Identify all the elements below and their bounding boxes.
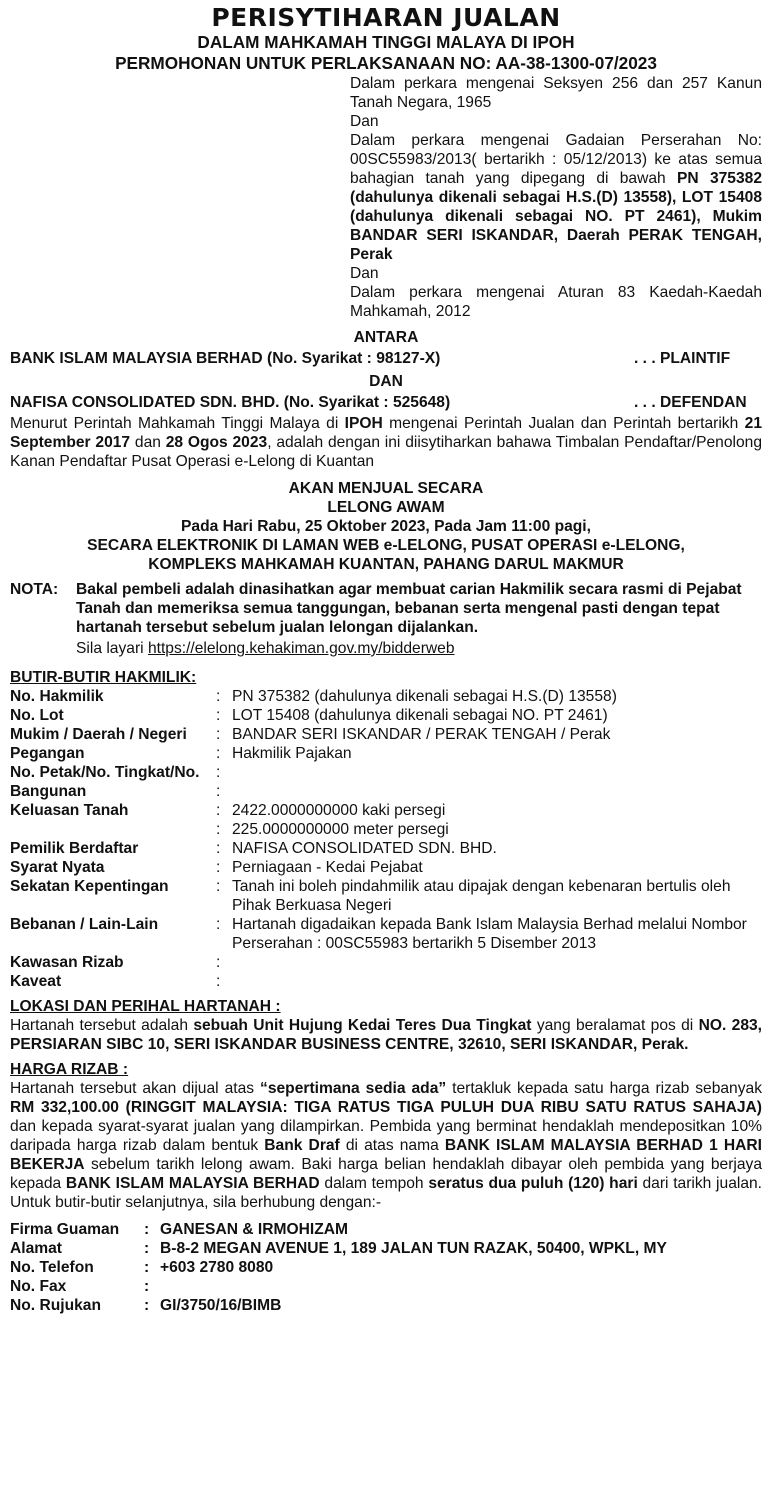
plaintiff-name: BANK ISLAM MALAYSIA BERHAD (No. Syarikat : 98127-X) xyxy=(10,350,441,367)
title-detail-colon: : xyxy=(216,821,221,838)
firm-detail-value: +603 2780 8080 xyxy=(160,1259,274,1276)
title-detail-label: Keluasan Tanah xyxy=(10,802,129,819)
reserve-bank: BANK ISLAM MALAYSIA BERHAD xyxy=(65,1175,320,1192)
dan-label: DAN xyxy=(369,373,403,390)
reserve-as-is: “sepertimana sedia ada” xyxy=(260,1080,447,1097)
page-title: PERISYTIHARAN JUALAN xyxy=(211,3,561,32)
title-detail-row xyxy=(10,839,762,858)
matter-dan-2: Dan xyxy=(350,265,379,282)
title-detail-row xyxy=(10,763,762,782)
law-firm-block xyxy=(10,1220,762,1315)
title-detail-colon: : xyxy=(216,783,221,800)
reserve-price: RM 332,100.00 (RINGGIT MALAYSIA: TIGA RATUS TIGA PULUH DUA RIBU SATU RATUS SAHAJA) xyxy=(10,1099,762,1116)
reserve-text-2: tertakluk kepada satu harga rizab sebanyak xyxy=(446,1080,762,1097)
title-detail-row xyxy=(10,706,762,725)
reserve-paragraph xyxy=(10,1079,762,1212)
firm-detail-label: No. Telefon xyxy=(10,1259,94,1276)
order-text-3: dan xyxy=(130,434,166,451)
title-detail-value: LOT 15408 (dahulunya dikenali sebagai NO. PT 2461) xyxy=(232,707,608,724)
reserve-text-3: dan kepada syarat-syarat jualan yang dilampirkan. Pembida yang berminat hendaklah mendepositkan 10% daripada harga rizab dalam bentuk xyxy=(10,1118,762,1154)
title-detail-label: Pemilik Berdaftar xyxy=(10,840,139,857)
title-detail-label: No. Lot xyxy=(10,707,64,724)
title-detail-row xyxy=(10,801,762,820)
firm-detail-colon: : xyxy=(144,1278,150,1295)
firm-detail-colon: : xyxy=(144,1297,150,1314)
title-detail-label: No. Hakmilik xyxy=(10,688,104,705)
title-detail-value: Hakmilik Pajakan xyxy=(232,745,352,762)
plaintiff-row xyxy=(10,349,762,368)
reserve-text-1: Hartanah tersebut akan dijual atas xyxy=(10,1080,261,1097)
reserve-text-6: dalam tempoh xyxy=(319,1175,429,1192)
plaintiff-role: . . . PLAINTIF xyxy=(634,350,731,367)
order-text-2: mengenai Perintah Jualan dan Perintah bertarikh xyxy=(382,415,745,432)
firm-detail-value xyxy=(160,1277,762,1296)
title-details-table xyxy=(10,687,762,991)
title-detail-value: 225.0000000000 meter persegi xyxy=(232,821,449,838)
location-text-1: Hartanah tersebut adalah xyxy=(10,1017,194,1034)
reserve-payee: BANK ISLAM MALAYSIA BERHAD 1 HARI BEKERJA xyxy=(10,1137,762,1173)
matter-dan-1: Dan xyxy=(350,113,379,130)
location-text-2: yang beralamat pos di xyxy=(531,1017,699,1034)
application-number: PERMOHONAN UNTUK PERLAKSANAAN NO: AA-38-1300-07/2023 xyxy=(115,53,657,73)
title-detail-value: Tanah ini boleh pindahmilik atau dipajak dengan kebenaran bertulis oleh Pihak Berkuasa Negeri xyxy=(232,878,731,914)
title-detail-row xyxy=(10,858,762,877)
title-detail-colon: : xyxy=(216,916,221,933)
matters-block xyxy=(350,74,762,321)
defendant-role: . . . DEFENDAN xyxy=(634,394,747,411)
visit-line xyxy=(76,639,762,658)
firm-detail-colon: : xyxy=(144,1221,150,1238)
defendant-row xyxy=(10,393,762,412)
title-detail-row xyxy=(10,725,762,744)
title-detail-value: BANDAR SERI ISKANDAR / PERAK TENGAH / Perak xyxy=(232,726,611,743)
antara-label: ANTARA xyxy=(353,329,419,346)
nota-block xyxy=(10,580,762,637)
firm-detail-value: GANESAN & IRMOHIZAM xyxy=(160,1221,348,1238)
title-detail-value xyxy=(232,763,762,782)
title-detail-row xyxy=(10,877,762,915)
order-text-1: Menurut Perintah Mahkamah Tinggi Malaya di xyxy=(10,415,345,432)
property-address: NO. 283, PERSIARAN SIBC 10, SERI ISKANDAR BUSINESS CENTRE, 32610, SERI ISKANDAR, Perak. xyxy=(10,1017,763,1053)
title-detail-value: 2422.0000000000 kaki persegi xyxy=(232,802,446,819)
title-detail-label: Sekatan Kepentingan xyxy=(10,878,169,895)
title-detail-value xyxy=(232,782,762,801)
order-text-4: , adalah dengan ini diisytiharkan bahawa Timbalan Pendaftar/Penolong Kanan Pendaftar Pusat Operasi e-Lelong di Kuantan xyxy=(10,434,763,470)
title-detail-colon: : xyxy=(216,802,221,819)
firm-detail-row xyxy=(10,1277,762,1296)
title-detail-row xyxy=(10,915,762,953)
title-detail-colon: : xyxy=(216,840,221,857)
title-detail-label: Mukim / Daerah / Negeri xyxy=(10,726,187,743)
title-detail-label: Bangunan xyxy=(10,783,87,800)
defendant-name: NAFISA CONSOLIDATED SDN. BHD. (No. Syarikat : 525648) xyxy=(10,394,451,411)
auction-date: Pada Hari Rabu, 25 Oktober 2023, Pada Jam 11:00 pagi, xyxy=(181,518,591,535)
location-heading: LOKASI DAN PERIHAL HARTANAH : xyxy=(10,998,281,1015)
auction-block xyxy=(10,479,762,574)
firm-detail-row xyxy=(10,1258,762,1277)
nota-text: Bakal pembeli adalah dinasihatkan agar membuat carian Hakmilik secara rasmi di Pejabat Tanah dan memeriksa semua tanggungan, bebanan serta mengenal pasti dengan tepat hartanah tersebut sebelum jualan lelongan dijalankan. xyxy=(76,581,742,636)
title-detail-value xyxy=(232,953,762,972)
firm-detail-value: B-8-2 MEGAN AVENUE 1, 189 JALAN TUN RAZAK, 50400, WPKL, MY xyxy=(160,1240,667,1257)
nota-label: NOTA: xyxy=(10,581,59,598)
reserve-text-4: di atas nama xyxy=(339,1137,445,1154)
title-detail-row xyxy=(10,953,762,972)
auction-line-2: LELONG AWAM xyxy=(327,499,445,516)
reserve-text-7: dari tarikh jualan. Untuk butir-butir selanjutnya, sila berhubung dengan:- xyxy=(10,1175,763,1211)
title-detail-row xyxy=(10,820,762,839)
reserve-heading: HARGA RIZAB : xyxy=(10,1061,129,1078)
order-court-location: IPOH xyxy=(344,415,383,432)
firm-detail-colon: : xyxy=(144,1259,150,1276)
title-detail-colon: : xyxy=(216,764,221,781)
title-detail-colon: : xyxy=(216,707,221,724)
reserve-bank-draft: Bank Draf xyxy=(264,1137,340,1154)
title-detail-label xyxy=(10,820,216,839)
title-detail-row xyxy=(10,744,762,763)
title-detail-colon: : xyxy=(216,859,221,876)
property-type: sebuah Unit Hujung Kedai Teres Dua Tingkat xyxy=(193,1017,532,1034)
matter-2 xyxy=(350,131,762,264)
bidder-web-link[interactable]: https://elelong.kehakiman.gov.my/bidderweb xyxy=(147,640,455,657)
firm-detail-row xyxy=(10,1220,762,1239)
firm-detail-label: Alamat xyxy=(10,1240,62,1257)
matter-2-property: PN 375382 (dahulunya dikenali sebagai H.S.(D) 13558), LOT 15408 (dahulunya dikenali sebagai NO. PT 2461), Mukim BANDAR SERI ISKANDAR, Daerah PERAK TENGAH, Perak xyxy=(350,170,763,263)
auction-venue-1: SECARA ELEKTRONIK DI LAMAN WEB e-LELONG, PUSAT OPERASI e-LELONG, xyxy=(87,537,685,554)
title-detail-value: PN 375382 (dahulunya dikenali sebagai H.S.(D) 13558) xyxy=(232,688,617,705)
title-detail-colon: : xyxy=(216,726,221,743)
court-name: DALAM MAHKAMAH TINGGI MALAYA DI IPOH xyxy=(197,32,575,52)
visit-text: Sila layari xyxy=(76,640,148,657)
title-detail-value xyxy=(232,972,762,991)
title-detail-row xyxy=(10,972,762,991)
reserve-text-5: sebelum tarikh lelong awam. Baki harga belian hendaklah dibayar oleh pembida yang berjaya kepada xyxy=(10,1156,762,1192)
matter-2-text: Dalam perkara mengenai Gadaian Perserahan No: 00SC55983/2013( bertarikh : 05/12/2013) ke atas semua bahagian tanah yang dipegang di bawah xyxy=(350,132,762,187)
title-detail-label: Kaveat xyxy=(10,973,62,990)
auction-line-1: AKAN MENJUAL SECARA xyxy=(288,480,484,497)
title-detail-colon: : xyxy=(216,688,221,705)
location-paragraph xyxy=(10,1016,762,1054)
order-paragraph xyxy=(10,414,762,471)
title-detail-label: No. Petak/No. Tingkat/No. xyxy=(10,764,200,781)
firm-detail-row xyxy=(10,1239,762,1258)
firm-detail-value: GI/3750/16/BIMB xyxy=(160,1297,282,1314)
firm-detail-row xyxy=(10,1296,762,1315)
sale-proclamation xyxy=(10,0,762,1315)
title-detail-value: Hartanah digadaikan kepada Bank Islam Malaysia Berhad melalui Nombor Perserahan : 00SC55983 bertarikh 5 Disember 2013 xyxy=(232,916,747,952)
firm-detail-colon: : xyxy=(144,1240,150,1257)
matter-1: Dalam perkara mengenai Seksyen 256 dan 257 Kanun Tanah Negara, 1965 xyxy=(350,75,762,111)
order-date-1: 21 September 2017 xyxy=(10,415,763,451)
title-detail-colon: : xyxy=(216,745,221,762)
title-detail-colon: : xyxy=(216,878,221,895)
title-detail-label: Bebanan / Lain-Lain xyxy=(10,916,159,933)
title-detail-row xyxy=(10,782,762,801)
title-detail-label: Kawasan Rizab xyxy=(10,954,124,971)
reserve-period: seratus dua puluh (120) hari xyxy=(428,1175,638,1192)
title-detail-label: Syarat Nyata xyxy=(10,859,105,876)
order-date-2: 28 Ogos 2023 xyxy=(165,434,268,451)
title-detail-colon: : xyxy=(216,954,221,971)
title-detail-colon: : xyxy=(216,973,221,990)
title-detail-row xyxy=(10,687,762,706)
title-detail-label: Pegangan xyxy=(10,745,85,762)
title-detail-value: Perniagaan - Kedai Pejabat xyxy=(232,859,423,876)
firm-detail-label: Firma Guaman xyxy=(10,1221,120,1238)
auction-venue-2: KOMPLEKS MAHKAMAH KUANTAN, PAHANG DARUL MAKMUR xyxy=(148,556,624,573)
title-detail-value: NAFISA CONSOLIDATED SDN. BHD. xyxy=(232,840,497,857)
title-details-heading: BUTIR-BUTIR HAKMILIK: xyxy=(10,669,197,686)
matter-3: Dalam perkara mengenai Aturan 83 Kaedah-Kaedah Mahkamah, 2012 xyxy=(350,284,762,320)
firm-detail-label: No. Rujukan xyxy=(10,1297,101,1314)
firm-detail-label: No. Fax xyxy=(10,1278,67,1295)
